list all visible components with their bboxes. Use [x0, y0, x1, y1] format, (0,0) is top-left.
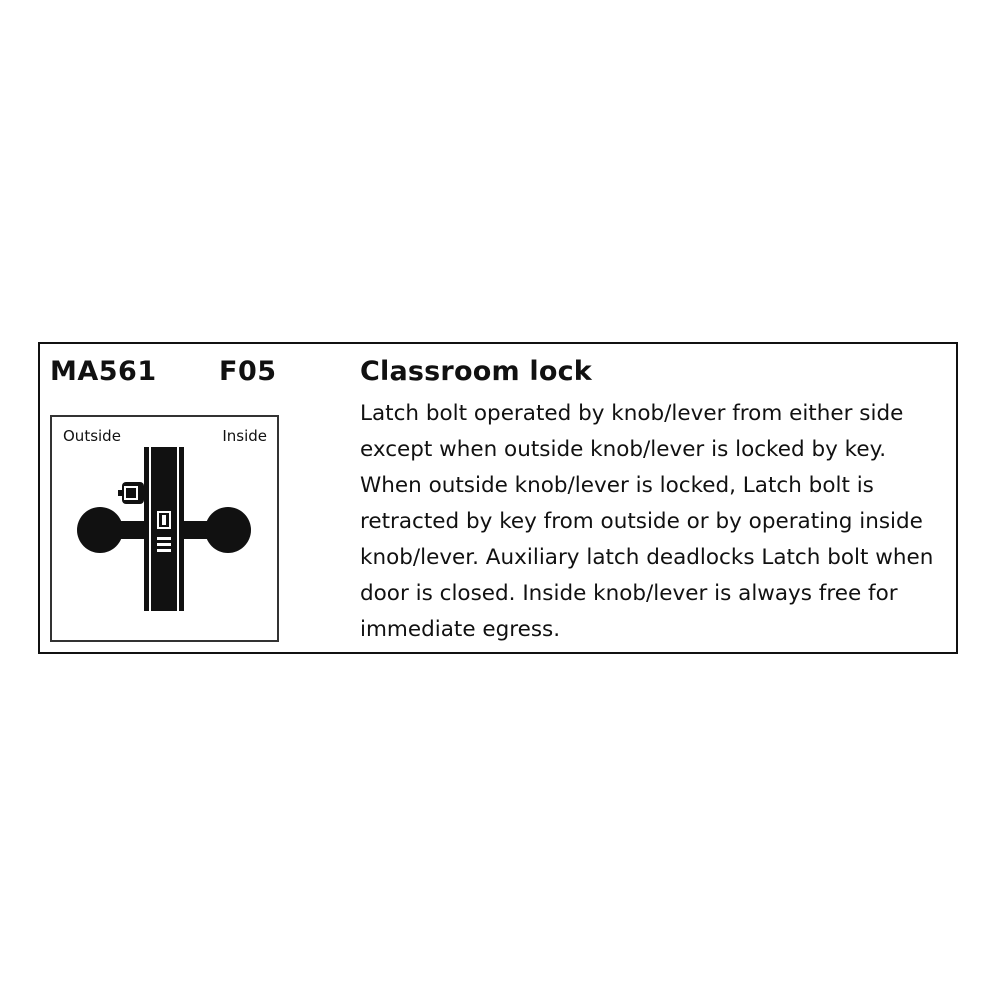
auxiliary-latch-icon — [157, 537, 171, 552]
function-card — [38, 342, 958, 654]
model-number: MA561 — [50, 356, 157, 387]
inside-label: Inside — [222, 427, 267, 445]
lock-diagram — [50, 415, 279, 642]
outside-knob-icon — [77, 507, 144, 553]
outside-label: Outside — [63, 427, 121, 445]
function-description: Latch bolt operated by knob/lever from either side except when outside knob/lever is locked by key. When outside knob/lever is locked, Latch bolt is retracted by key from outside or by operating inside knob/lever. Auxiliary latch deadlocks Latch bolt when door is closed. Inside knob/lever is always free for immediate egress. — [360, 401, 934, 642]
function-title: Classroom lock — [360, 356, 592, 387]
lock-diagram-drawing — [52, 417, 277, 640]
function-code: F05 — [219, 356, 277, 387]
inside-knob-icon — [184, 507, 251, 553]
lock-cylinder-icon — [118, 482, 144, 504]
